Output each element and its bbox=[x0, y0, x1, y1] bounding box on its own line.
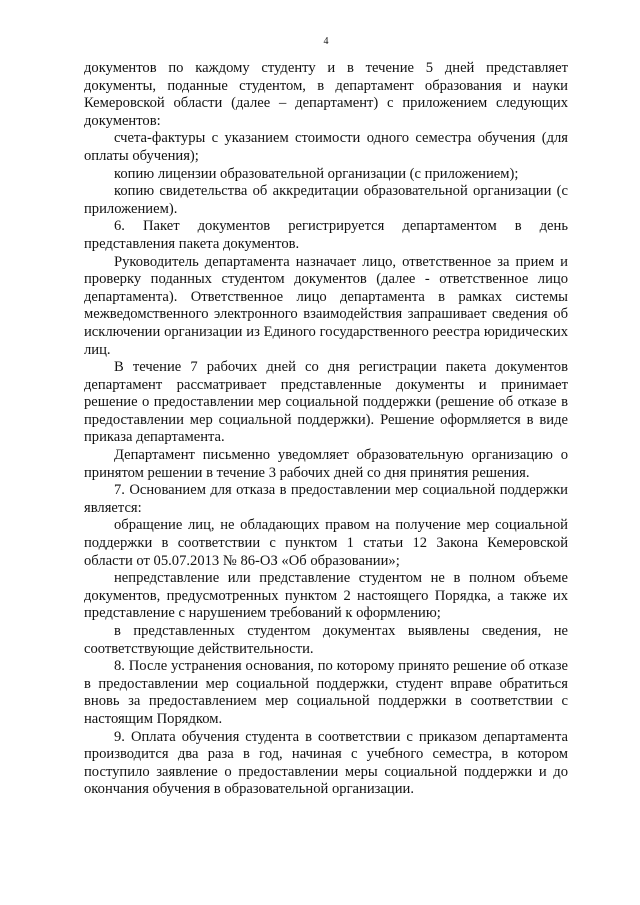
document-body bbox=[84, 60, 568, 799]
refusal-ground-3: в представленных студентом документах выявлены сведения, не соответствующие действительности. bbox=[84, 623, 568, 657]
list-item-accreditation-copy: копию свидетельства об аккредитации образовательной организации (с приложением). bbox=[84, 183, 568, 217]
page-number: 4 bbox=[323, 36, 329, 47]
list-item-license-copy: копию лицензии образовательной организации (с приложением); bbox=[114, 165, 519, 182]
clause-8: 8. После устранения основания, по которому принято решение об отказе в предоставлении мер социальной поддержки, студент вправе обратиться вновь за предоставлением мер социальной поддержки в соответствии с настоящим Порядком. bbox=[84, 658, 568, 727]
clause-6: 6. Пакет документов регистрируется департаментом в день представления пакета документов. bbox=[84, 218, 568, 252]
list-item-invoice: счета-фактуры с указанием стоимости одного семестра обучения (для оплаты обучения); bbox=[84, 130, 568, 164]
refusal-ground-2: непредставление или представление студентом не в полном объеме документов, предусмотренных пунктом 2 настоящего Порядка, а также их представление с нарушением требований к оформлению; bbox=[84, 570, 568, 622]
paragraph-responsible-person: Руководитель департамента назначает лицо, ответственное за прием и проверку поданных студентом документов (далее - ответственное лицо департамента). Ответственное лицо департамента в рамках системы межведомственного электронного взаимодействия запрашивает сведения об исключении организации из Единого государственного реестра юридических лиц. bbox=[84, 253, 568, 358]
refusal-ground-1: обращение лиц, не обладающих правом на получение мер социальной поддержки в соответствии с пунктом 1 статьи 12 Закона Кемеровской области от 05.07.2013 № 86-ОЗ «Об образовании»; bbox=[84, 517, 568, 569]
paragraph-notification: Департамент письменно уведомляет образовательную организацию о принятом решении в течение 3 рабочих дней со дня принятия решения. bbox=[84, 447, 568, 481]
clause-7: 7. Основанием для отказа в предоставлении мер социальной поддержки является: bbox=[84, 482, 568, 516]
paragraph-continuation: документов по каждому студенту и в течение 5 дней представляет документы, поданные студентом, в департамент образования и науки Кемеровской области (далее – департамент) с приложением следующих документов: bbox=[84, 60, 568, 129]
clause-9: 9. Оплата обучения студента в соответствии с приказом департамента производится два раза в год, начиная с учебного семестра, в котором поступило заявление о предоставлении меры социальной поддержки и до окончания обучения в образовательной организации. bbox=[84, 728, 568, 798]
paragraph-review-period: В течение 7 рабочих дней со дня регистрации пакета документов департамент рассматривает представленные документы и принимает решение о предоставлении мер социальной поддержки (решение об отказе в предоставлении мер социальной поддержки). Решение оформляется в виде приказа департамента. bbox=[84, 359, 568, 446]
